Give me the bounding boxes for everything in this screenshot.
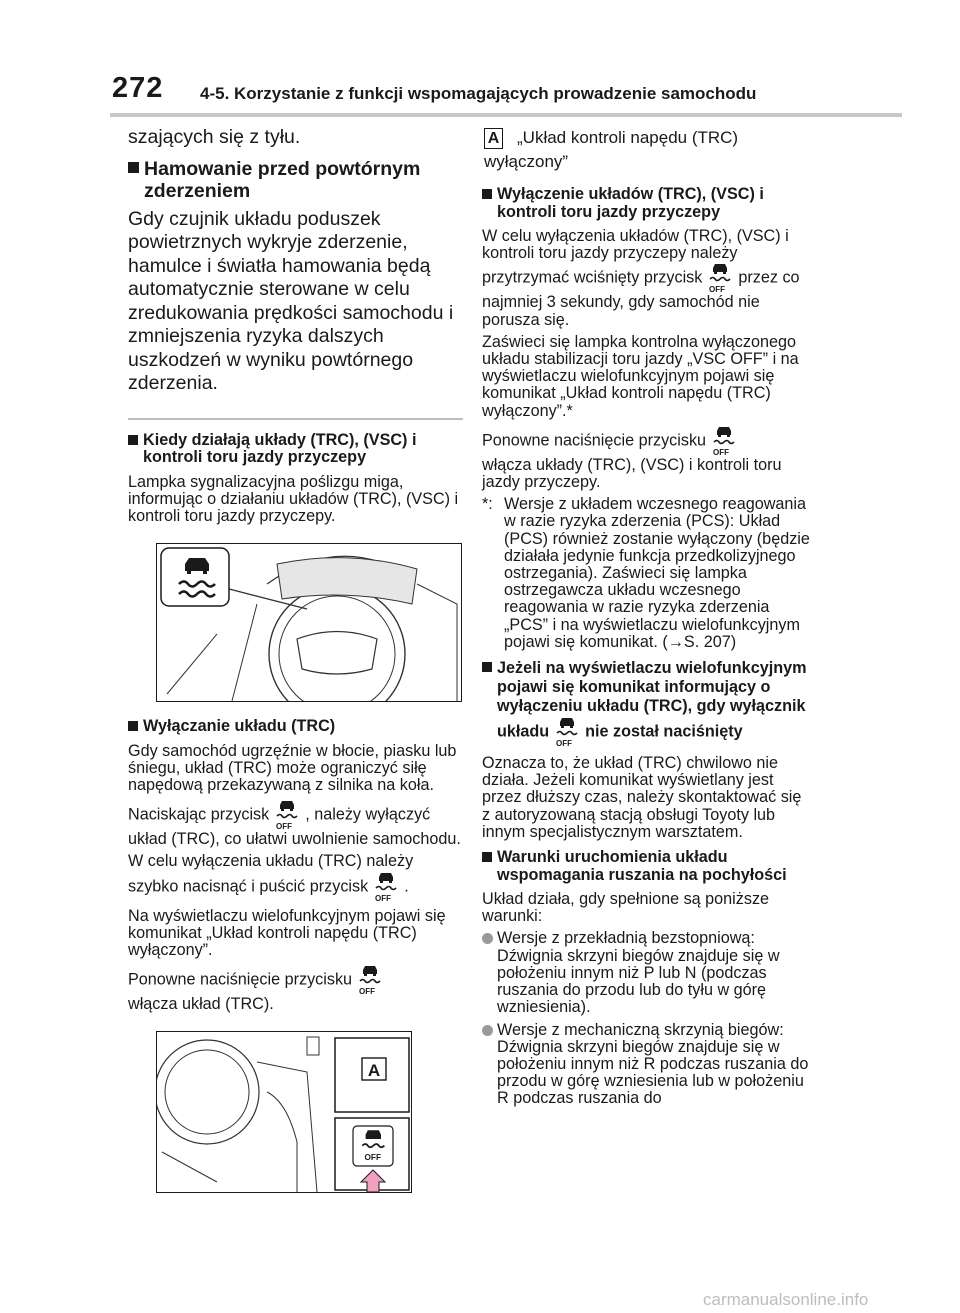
circle-bullet-icon [482,930,497,1016]
square-bullet-icon [128,718,143,736]
section-divider [128,418,463,420]
paragraph-off-2: Zaświeci się lampka kontrolna wyłączonego układu stabilizacji toru jazdy „VSC OFF” i na wyświetlaczu wielofunkcyjnym pojawi się komunikat „Układ kontroli napędu (TRC) wyłączony”.* [482,332,799,420]
paragraph-hill-start: Układ działa, gdy spełnione są poniższe warunki: [482,890,770,926]
watermark: carmanualsonline.info [703,1290,869,1309]
vsc-off-button-icon [373,871,399,903]
right-column [482,126,812,1113]
heading-message: Jeżeli na wyświetlaczu wielofunkcyjnym pojawi się komunikat informujący o wyłączeniu układu (TRC), gdy wyłącznik układu nie został naciśnięty [482,659,812,748]
footnote-text: Wersje z układem wczesnego reagowania w razie ryzyka zderzenia (PCS): Układ (PCS) również zostanie wyłączony (będzie działała jedynie funkcja przedkolizyjnego ostrzegania). Zaświeci się lampka ostrzegawcza układu wczesnego reagowania w razie ryzyka zderzenia „PCS” i na wyświetlaczu wielofunkcyjnym pojawi się komunikat. (→S. 207) [504,495,810,651]
paragraph-off-3: Ponowne naciśnięcie przycisku włącza układy (TRC), (VSC) i kontroli toru jazdy przyczepy. [482,425,812,491]
callout-a-text: A „Układ kontroli napędu (TRC) wyłączony” [484,128,739,171]
section-title: 4-5. Korzystanie z funkcji wspomagających prowadzenie samochodu [200,84,757,103]
circle-bullet-icon [482,1022,497,1108]
vsc-off-button-icon [357,964,383,996]
vsc-off-button-icon [274,799,300,831]
square-bullet-icon [128,158,144,202]
footnote [482,496,812,651]
dashboard-illustration [156,543,462,702]
square-bullet-icon [482,659,497,748]
paragraph-braking: Gdy czujnik układu poduszek powietrznych wykryje zderzenie, hamulce i światła hamowania będą automatycznie sterowane w celu zredukowania prędkości samochodu i zmniejszenia ryzyka dalszych uszkodzeń w wyniku powtórnego zderzenia. [128,207,454,394]
footnote-mark: *: [482,495,493,514]
button-location-illustration [156,1031,412,1193]
paragraph-disable-2: Naciskając przycisk , należy wyłączyć układ (TRC), co ułatwi uwolnienie samochodu. [128,799,463,848]
list-item: Wersje z mechaniczną skrzynią biegów: Dźwignia skrzyni biegów znajduje się w położeniu innym niż R podczas ruszania do przodu w górę wzniesienia lub w położeniu R podczas ruszania do [482,1022,812,1108]
header-divider [110,113,902,117]
heading-braking: Hamowanie przed powtórnym zderzeniem [128,158,463,202]
heading-disable-trc: Wyłączanie układu (TRC) [128,718,463,736]
page-number: 272 [112,72,164,104]
paragraph-disable-3: W celu wyłączenia układu (TRC) należy szybko nacisnąć i puścić przycisk . [128,853,463,902]
paragraph-message: Oznacza to, że układ (TRC) chwilowo nie działa. Jeżeli komunikat wyświetlany jest przez dłuższy czas, należy skontaktować się z autoryzowaną stacją obsługi Toyoty lub innym specjalistycznym warsztatem. [482,754,802,841]
heading-when-active: Kiedy działają układy (TRC), (VSC) i kontroli toru jazdy przyczepy [128,432,463,467]
vsc-off-button-icon [707,262,733,294]
callout-badge-a: A [484,128,503,149]
svg-text:OFF: OFF [364,1153,381,1163]
heading-hill-start: Warunki uruchomienia układu wspomagania ruszania na pochyłości [482,849,812,884]
paragraph-disable-1: Gdy samochód ugrzęźnie w błocie, piasku lub śniegu, układ (TRC) może ograniczyć siłę napędową przekazywaną z silnika na koła. [128,741,457,795]
square-bullet-icon [128,432,143,467]
page-header [0,0,960,115]
continued-text: szających się z tyłu. [128,126,301,148]
square-bullet-icon [482,849,497,884]
callout-label-a: A [367,1061,381,1081]
heading-off-all: Wyłączenie układów (TRC), (VSC) i kontroli toru jazdy przyczepy [482,186,812,221]
list-item: Wersje z przekładnią bezstopniową: Dźwignia skrzyni biegów znajduje się w położeniu innym niż P lub N (podczas ruszania do przodu lub do tyłu w górę wzniesienia). [482,930,812,1016]
paragraph-disable-4: Na wyświetlaczu wielofunkcyjnym pojawi się komunikat „Układ kontroli napędu (TRC) wyłączony”. [128,906,446,960]
square-bullet-icon [482,186,497,221]
left-column [128,126,463,1209]
vsc-off-button-icon [554,716,580,748]
paragraph-off-1: W celu wyłączenia układów (TRC), (VSC) i kontroli toru jazdy przyczepy należy przytrzymać wciśnięty przycisk przez co najmniej 3 sekundy, gdy samochód nie porusza się. [482,227,800,329]
vsc-off-button-icon [711,425,737,457]
paragraph-when-active: Lampka sygnalizacyjna poślizgu miga, informując o działaniu układów (TRC), (VSC) i kontroli toru jazdy przyczepy. [128,472,459,525]
paragraph-disable-5: Ponowne naciśnięcie przycisku włącza układ (TRC). [128,964,463,1013]
